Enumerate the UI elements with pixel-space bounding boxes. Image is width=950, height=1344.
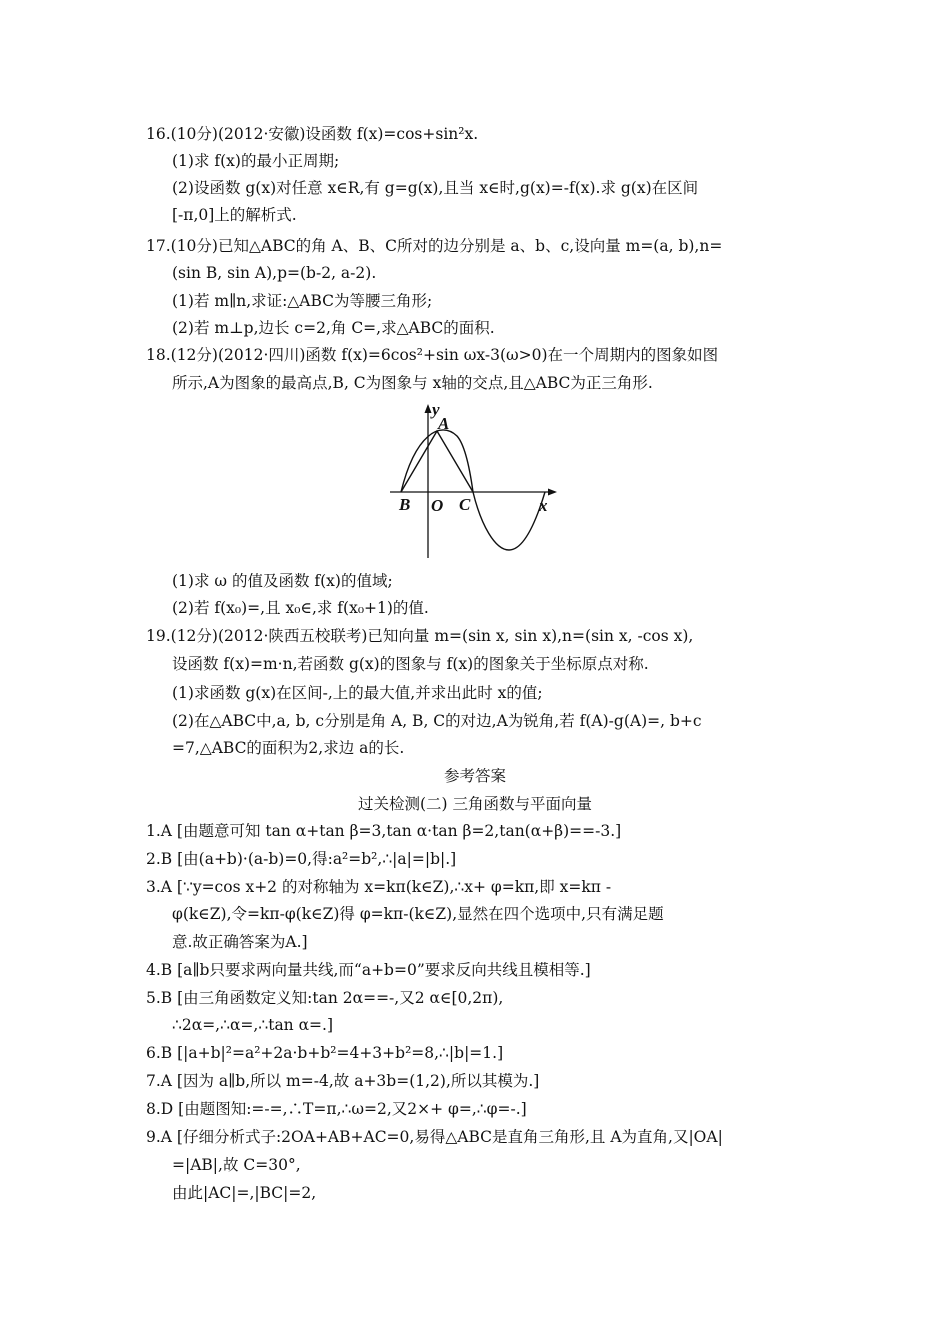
answer-8: 8.D [由题图知:=-=,∴T=π,∴ω=2,又2×+ φ=,∴φ=-.]	[146, 1100, 527, 1118]
answer-3a: 3.A [∵y=cos x+2 的对称轴为 x=kπ(k∈Z),∴x+ φ=kπ,即 x=kπ -	[146, 878, 612, 896]
answer-2: 2.B [由(a+b)·(a-b)=0,得:a²=b²,∴|a|=|b|.]	[146, 850, 457, 868]
label-b: B	[399, 495, 411, 514]
answer-3c: 意.故正确答案为A.]	[172, 933, 308, 951]
q17-stem2: (sin B, sin A),p=(b-2, a-2).	[172, 264, 377, 282]
answer-9c: 由此|AC|=,|BC|=2,	[172, 1184, 317, 1202]
answer-1: 1.A [由题意可知 tan α+tan β=3,tan α·tan β=2,tan(α+β)==-3.]	[146, 822, 622, 840]
answer-5a: 5.B [由三角函数定义知:tan 2α==-,又2 α∈[0,2π),	[146, 989, 504, 1007]
answers-subheading: 过关检测(二) 三角函数与平面向量	[357, 795, 593, 813]
sine-triangle-figure	[385, 400, 565, 565]
q19-part1: (1)求函数 g(x)在区间-,上的最大值,并求出此时 x的值;	[172, 684, 543, 702]
q17-part1: (1)若 m∥n,求证:△ABC为等腰三角形;	[172, 292, 433, 310]
answer-4: 4.B [a∥b只要求两向量共线,而“a+b=0”要求反向共线且模相等.]	[146, 961, 591, 979]
x-axis-arrow	[548, 489, 557, 496]
label-y: y	[432, 400, 440, 419]
label-o: O	[431, 496, 444, 515]
q18-stem1: 18.(12分)(2012·四川)函数 f(x)=6cos²+sin ωx-3(ω>0)在一个周期内的图象如图	[146, 346, 719, 364]
label-a: A	[438, 414, 450, 433]
q19-part2a: (2)在△ABC中,a, b, c分别是角 A, B, C的对边,A为锐角,若 f(A)-g(A)=, b+c	[172, 712, 702, 730]
q19-stem2: 设函数 f(x)=m·n,若函数 g(x)的图象与 f(x)的图象关于坐标原点对称.	[172, 655, 649, 673]
q19-part2b: =7,△ABC的面积为2,求边 a的长.	[172, 739, 405, 757]
answer-9a: 9.A [仔细分析式子:2OA+AB+AC=0,易得△ABC是直角三角形,且 A为直角,又|OA|	[146, 1128, 723, 1146]
answer-5b: ∴2α=,∴α=,∴tan α=.]	[172, 1016, 334, 1034]
answer-7: 7.A [因为 a∥b,所以 m=-4,故 a+3b=(1,2),所以其模为.]	[146, 1072, 540, 1090]
q17-stem1: 17.(10分)已知△ABC的角 A、B、C所对的边分别是 a、b、c,设向量 m=(a, b),n=	[146, 237, 723, 255]
q16-stem: 16.(10分)(2012·安徽)设函数 f(x)=cos+sin²x.	[146, 125, 479, 143]
answer-3b: φ(k∈Z),令=kπ-φ(k∈Z)得 φ=kπ-(k∈Z),显然在四个选项中,只有满足题	[172, 905, 664, 923]
answer-6: 6.B [|a+b|²=a²+2a·b+b²=4+3+b²=8,∴|b|=1.]	[146, 1044, 504, 1062]
q18-stem2: 所示,A为图象的最高点,B, C为图象与 x轴的交点,且△ABC为正三角形.	[172, 374, 653, 392]
answers-heading: 参考答案	[443, 767, 506, 785]
q16-part1: (1)求 f(x)的最小正周期;	[172, 152, 340, 170]
q16-part2a: (2)设函数 g(x)对任意 x∈R,有 g=g(x),且当 x∈时,g(x)=-f(x).求 g(x)在区间	[172, 179, 699, 197]
y-axis-arrow	[425, 404, 432, 413]
triangle-abc	[401, 431, 473, 492]
label-c: C	[459, 495, 471, 514]
q18-part1: (1)求 ω 的值及函数 f(x)的值域;	[172, 572, 393, 590]
q16-part2b: [-π,0]上的解析式.	[172, 206, 297, 224]
sine-curve	[401, 430, 545, 550]
label-x: x	[539, 496, 548, 515]
q19-stem1: 19.(12分)(2012·陕西五校联考)已知向量 m=(sin x, sin x),n=(sin x, -cos x),	[146, 627, 694, 645]
q17-part2: (2)若 m⊥p,边长 c=2,角 C=,求△ABC的面积.	[172, 319, 495, 337]
answer-9b: =|AB|,故 C=30°,	[172, 1156, 301, 1174]
q18-part2: (2)若 f(x₀)=,且 x₀∈,求 f(x₀+1)的值.	[172, 599, 429, 617]
